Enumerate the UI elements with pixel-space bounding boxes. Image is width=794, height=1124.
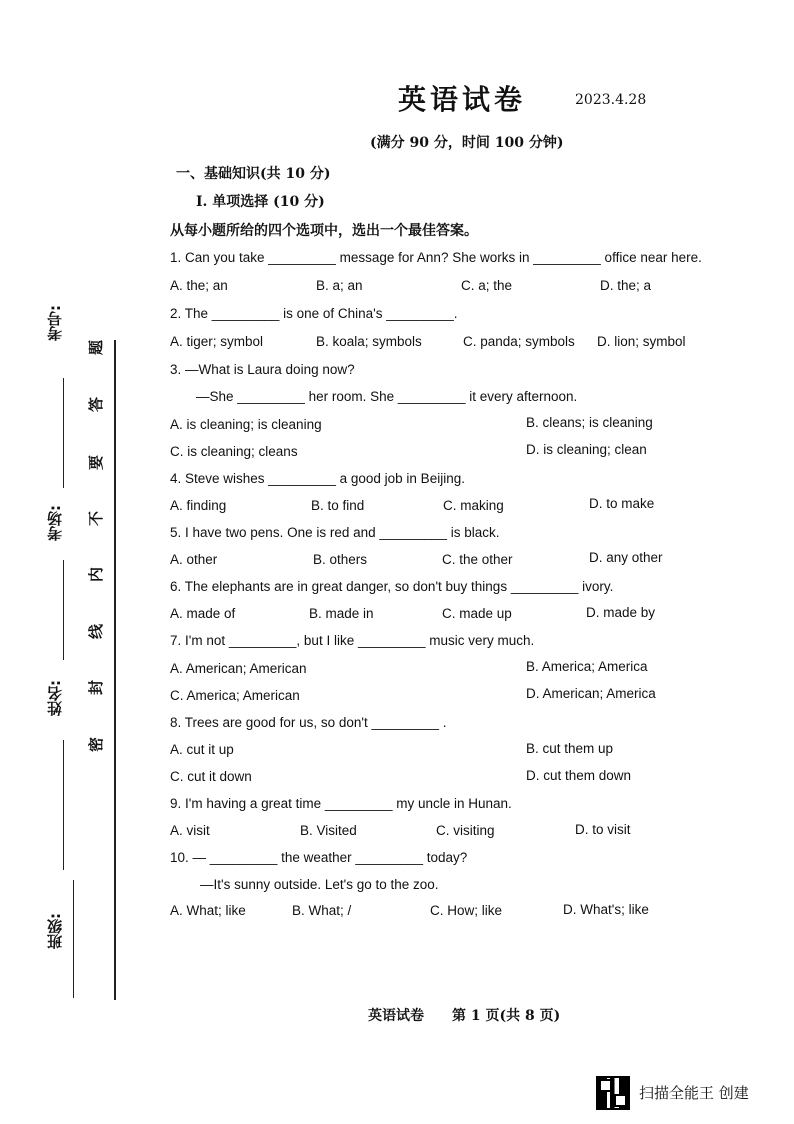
- option-6c: C. made up: [442, 606, 512, 621]
- option-3d: D. is cleaning; clean: [526, 442, 647, 457]
- option-7a: A. American; American: [170, 661, 307, 676]
- question-2: 2. The _________ is one of China's _________.: [170, 306, 458, 321]
- option-2d: D. lion; symbol: [597, 334, 686, 349]
- option-7c: C. America; American: [170, 688, 300, 703]
- option-3c: C. is cleaning; cleans: [170, 444, 298, 459]
- seal-char-2: 答: [87, 396, 106, 413]
- question-5: 5. I have two pens. One is red and _________ is black.: [170, 525, 500, 540]
- option-8b: B. cut them up: [526, 741, 614, 756]
- question-4: 4. Steve wishes _________ a good job in Beijing.: [170, 471, 465, 486]
- question-9: 9. I'm having a great time _________ my uncle in Hunan.: [170, 796, 512, 811]
- exam-title: 英语试卷: [398, 83, 527, 116]
- exam-no-line: [63, 378, 64, 488]
- seal-char-4: 不: [87, 510, 106, 527]
- scanner-watermark: 扫描全能王 创建: [639, 1084, 749, 1102]
- option-5c: C. the other: [442, 552, 513, 567]
- option-10d: D. What's; like: [563, 902, 649, 917]
- qr-code-icon: [596, 1076, 630, 1110]
- exam-date: 2023.4.28: [575, 92, 647, 108]
- question-3-line2: —She _________ her room. She _________ it every afternoon.: [196, 389, 578, 404]
- question-8: 8. Trees are good for us, so don't _________ .: [170, 715, 447, 730]
- seal-border-line: [114, 340, 116, 1000]
- question-7: 7. I'm not _________, but I like _________ music very much.: [170, 633, 535, 648]
- room-label: 考场:: [46, 505, 64, 541]
- option-4b: B. to find: [311, 498, 365, 513]
- option-9c: C. visiting: [436, 823, 495, 838]
- option-1d: D. the; a: [600, 278, 652, 293]
- option-2b: B. koala; symbols: [316, 334, 422, 349]
- option-3a: A. is cleaning; is cleaning: [170, 417, 322, 432]
- option-9d: D. to visit: [575, 822, 631, 837]
- seal-char-7: 封: [87, 679, 106, 696]
- subsection-heading: I. 单项选择 (10 分): [196, 194, 325, 210]
- option-10c: C. How; like: [430, 903, 503, 918]
- option-7d: D. American; America: [526, 686, 656, 701]
- seal-char-1: 题: [87, 339, 106, 356]
- question-3: 3. —What is Laura doing now?: [170, 362, 355, 377]
- exam-no-label: 考号:: [46, 305, 64, 341]
- footer-page-number: 第 1 页(共 8 页): [452, 1008, 561, 1024]
- option-8d: D. cut them down: [526, 768, 632, 783]
- option-1b: B. a; an: [316, 278, 363, 293]
- footer-paper-name: 英语试卷: [368, 1008, 424, 1024]
- option-10a: A. What; like: [170, 903, 246, 918]
- name-line: [63, 740, 64, 870]
- option-8a: A. cut it up: [170, 742, 234, 757]
- option-10b: B. What; /: [292, 903, 352, 918]
- option-9a: A. visit: [170, 823, 210, 838]
- option-5d: D. any other: [589, 550, 663, 565]
- option-5b: B. others: [313, 552, 368, 567]
- option-9b: B. Visited: [300, 823, 357, 838]
- question-10-line2: —It's sunny outside. Let's go to the zoo.: [200, 877, 439, 892]
- option-6b: B. made in: [309, 606, 374, 621]
- seal-char-3: 要: [87, 454, 106, 471]
- instruction-text: 从每小题所给的四个选项中，选出一个最佳答案。: [170, 223, 478, 239]
- option-7b: B. America; America: [526, 659, 648, 674]
- section-heading: 一、基础知识(共 10 分): [176, 166, 331, 182]
- question-10: 10. — _________ the weather _________ today?: [170, 850, 468, 865]
- option-6d: D. made by: [586, 605, 656, 620]
- option-4d: D. to make: [589, 496, 655, 511]
- class-line: [73, 880, 74, 998]
- question-6: 6. The elephants are in great danger, so don't buy things _________ ivory.: [170, 579, 614, 594]
- seal-char-5: 内: [87, 566, 106, 583]
- question-1: 1. Can you take _________ message for Ann? She works in _________ office near here.: [170, 250, 702, 265]
- seal-char-8: 密: [87, 736, 106, 753]
- option-2a: A. tiger; symbol: [170, 334, 264, 349]
- exam-subtitle: (满分 90 分，时间 100 分钟): [370, 135, 564, 151]
- option-1a: A. the; an: [170, 278, 228, 293]
- room-line: [63, 560, 64, 660]
- class-label: 班级:: [46, 913, 64, 949]
- page-footer: [368, 1005, 588, 1025]
- option-4c: C. making: [443, 498, 504, 513]
- option-6a: A. made of: [170, 606, 236, 621]
- option-8c: C. cut it down: [170, 769, 252, 784]
- option-4a: A. finding: [170, 498, 227, 513]
- seal-char-6: 线: [87, 623, 106, 640]
- name-label: 姓名:: [46, 680, 64, 716]
- option-5a: A. other: [170, 552, 218, 567]
- option-3b: B. cleans; is cleaning: [526, 415, 653, 430]
- option-2c: C. panda; symbols: [463, 334, 575, 349]
- option-1c: C. a; the: [461, 278, 513, 293]
